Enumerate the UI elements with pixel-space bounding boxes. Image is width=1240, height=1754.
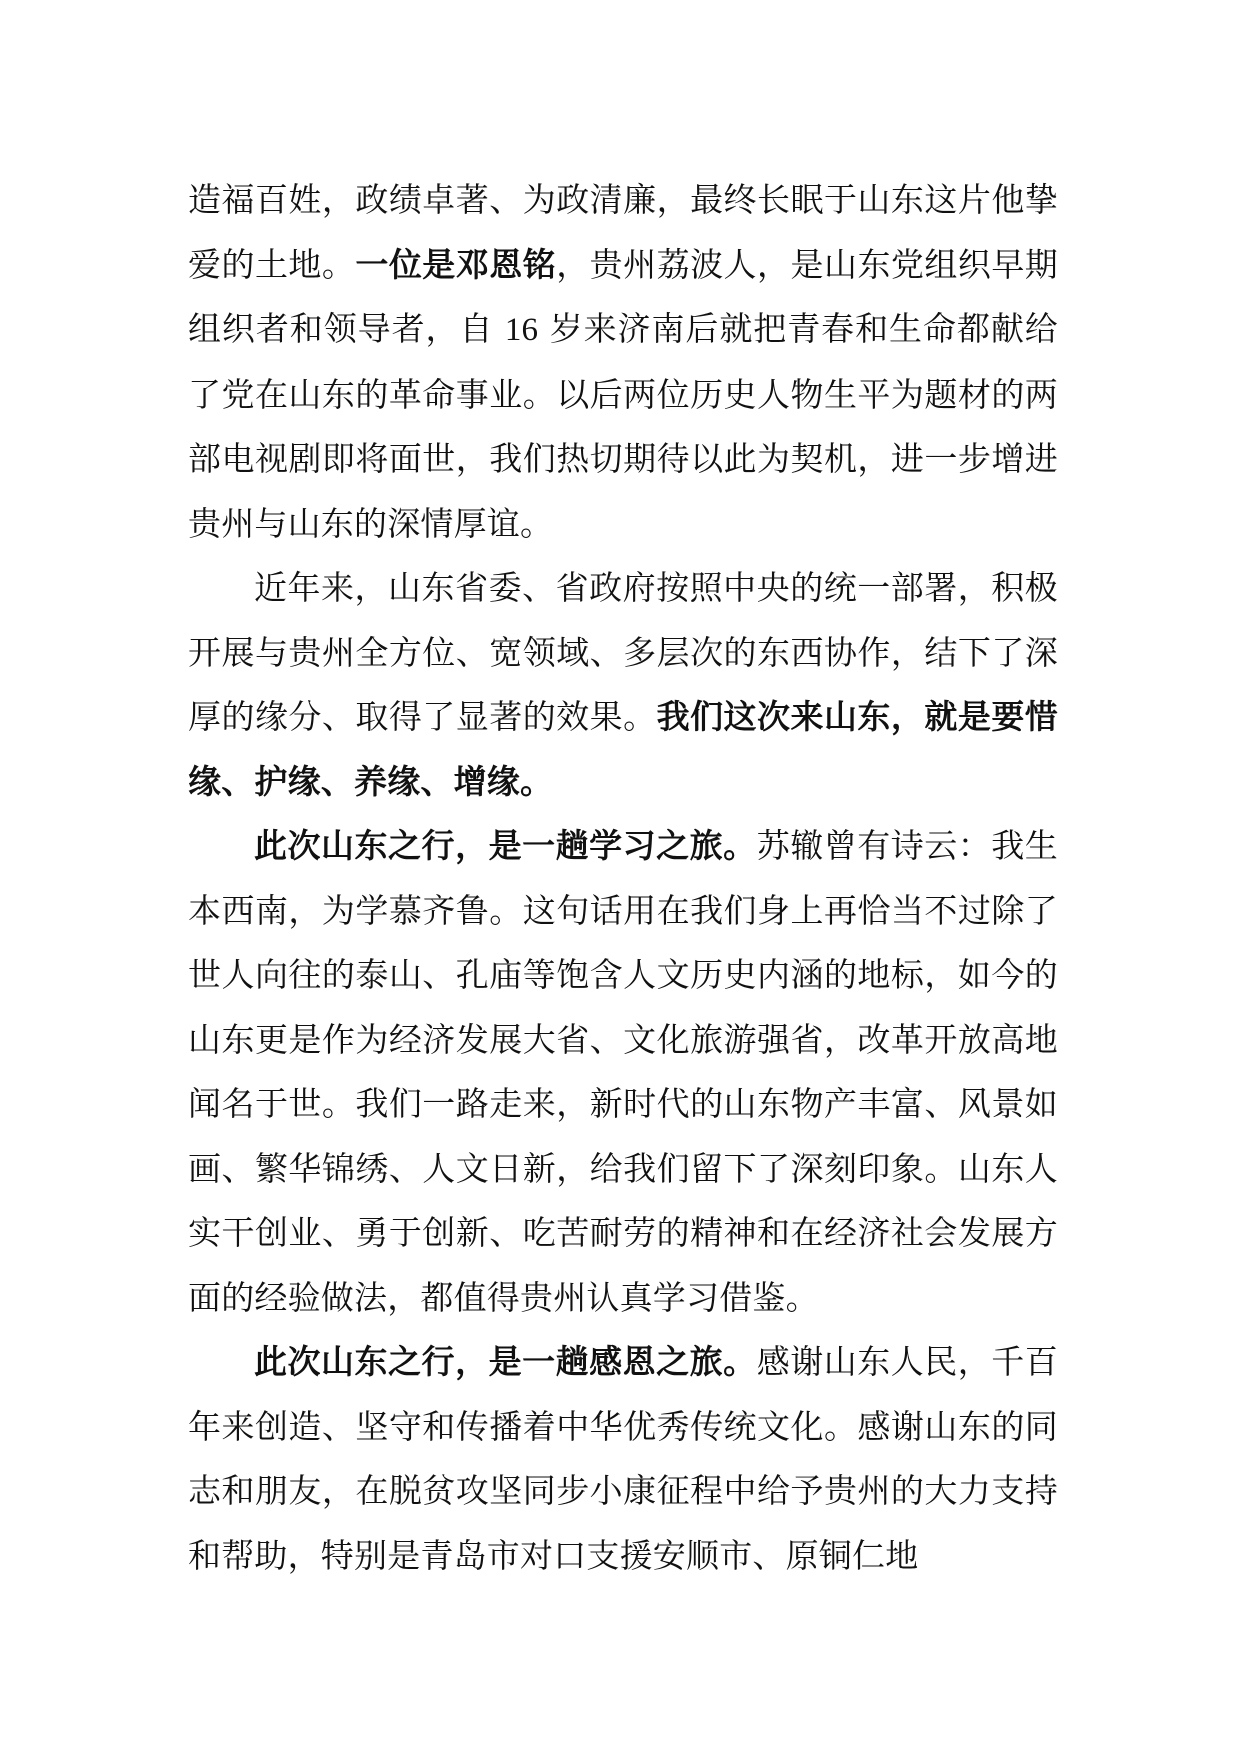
bold-text-run: 此次山东之行，是一趟学习之旅。: [254, 826, 757, 865]
text-run: 苏辙曾有诗云：我生本西南，为学慕齐鲁。这句话用在我们身上再恰当不过除了世人向往的泰山、孔庙等饱含人文历史内涵的地标，如今的山东更是作为经济发展大省、文化旅游强省，改革开放高地闻名于世。我们一路走来，新时代的山东物产丰富、风景如画、繁华锦绣、人文日新，给我们留下了深刻印象。山东人实干创业、勇于创新、吃苦耐劳的精神和在经济社会发展方面的经验做法，都值得贵州认真学习借鉴。: [188, 826, 1058, 1317]
paragraph-2: [188, 556, 1058, 814]
text-run: 感谢山东人民，千百年来创造、坚守和传播着中华优秀传统文化。感谢山东的同志和朋友，在脱贫攻坚同步小康征程中给予贵州的大力支持和帮助，特别是青岛市对口支援安顺市、原铜仁地: [188, 1342, 1058, 1575]
paragraph-3: [188, 814, 1058, 1330]
text-run: 16: [504, 312, 539, 348]
bold-text-run: 一位是邓恩铭: [355, 244, 557, 284]
paragraph-1: [188, 168, 1058, 556]
bold-text-run: 我们这次来山东，就是要惜缘、护缘、养缘、增缘。: [188, 697, 1058, 801]
paragraph-4: [188, 1330, 1058, 1588]
text-run: 岁来济南后就把青春和生命都献给了党在山东的革命事业。以后两位历史人物生平为题材的两部电视剧即将面世，我们热切期待以此为契机，进一步增进贵州与山东的深情厚谊。: [188, 309, 1058, 543]
text-run: ，贵州荔波人，是山东党组织早期组织者和领导者，自: [188, 244, 1059, 348]
text-run: 造福百姓，政绩卓著、为政清廉，最终长眠于山东这片他挚爱的土地。: [188, 180, 1058, 284]
document-body: [188, 168, 1058, 1588]
text-run: 近年来，山东省委、省政府按照中央的统一部署，积极开展与贵州全方位、宽领域、多层次的东西协作，结下了深厚的缘分、取得了显著的效果。: [188, 568, 1058, 736]
bold-text-run: 此次山东之行，是一趟感恩之旅。: [254, 1342, 757, 1381]
